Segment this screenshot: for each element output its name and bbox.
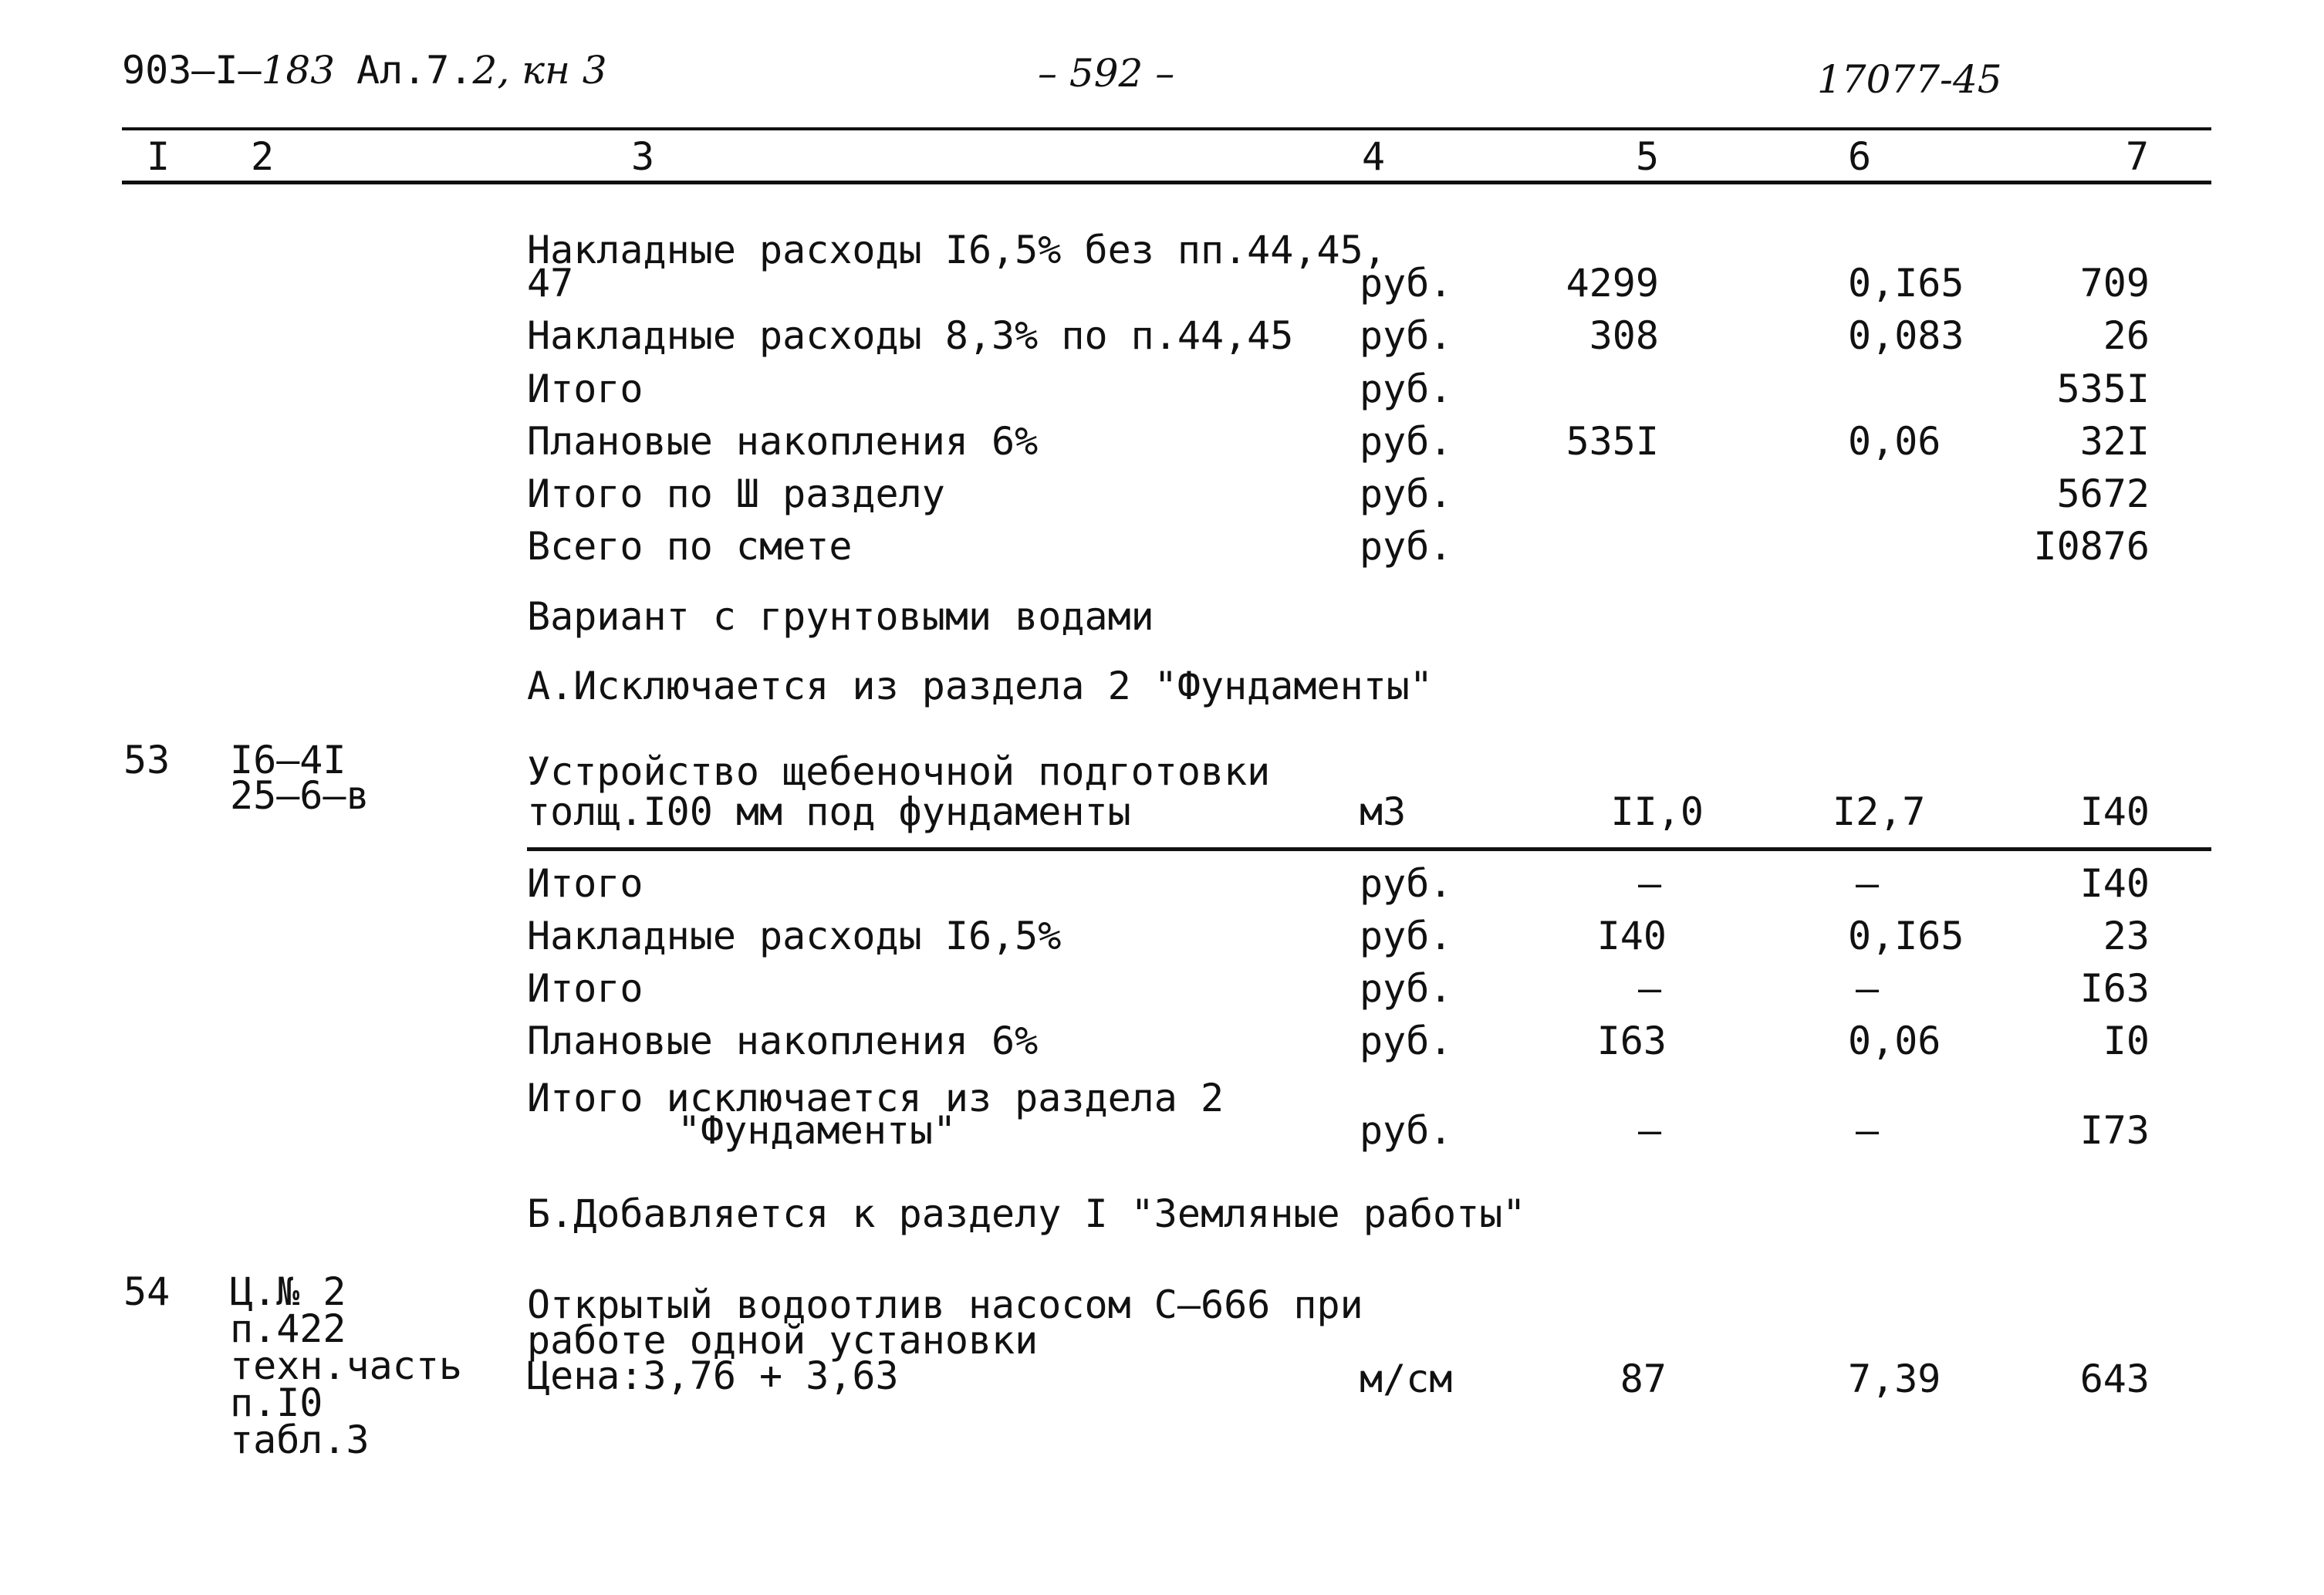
column-header-2: 2 [250, 134, 275, 179]
item-54-code-line4: п.I0 [230, 1380, 323, 1425]
section-a-subtotal-2-quantity: – [1637, 966, 1662, 1011]
row-planned-savings-total: 32I [2079, 419, 2150, 464]
row-section-total-total: 5672 [2056, 471, 2150, 516]
item-53-code-line2: 25–6–в [230, 773, 370, 818]
row-overhead-2-rate: 0,083 [1848, 313, 1964, 358]
section-a-planned-savings-quantity: I63 [1596, 1019, 1667, 1063]
row-subtotal-description: Итого [527, 367, 643, 411]
section-a-total-description-line1: Итого исключается из раздела 2 [527, 1076, 1224, 1120]
section-a-total-description-line2: "Фундаменты" [677, 1108, 957, 1153]
section-a-subtotal-2-total: I63 [2079, 966, 2150, 1011]
section-a-overhead-unit: руб. [1360, 914, 1453, 958]
row-grand-total-unit: руб. [1360, 524, 1453, 569]
row-overhead-2-total: 26 [2103, 313, 2150, 358]
document-code-printed: 903–I– [122, 48, 262, 93]
section-a-overhead-description: Накладные расходы I6,5% [527, 914, 1062, 958]
section-a-subtotal-description: Итого [527, 861, 643, 906]
page-number: – 592 – [1038, 51, 1175, 96]
row-overhead-description-line1: Накладные расходы I6,5% без пп.44,45, [527, 228, 1387, 272]
item-54-rate: 7,39 [1848, 1357, 1941, 1401]
item-54-total: 643 [2079, 1357, 2150, 1401]
item-54-code-line3: техн.часть [230, 1343, 463, 1388]
row-overhead-rate: 0,I65 [1848, 261, 1964, 306]
item-53-rate: I2,7 [1833, 789, 1926, 834]
column-header-4: 4 [1361, 134, 1386, 179]
column-header-1: I [146, 134, 171, 179]
item-53-quantity: II,0 [1610, 789, 1704, 834]
document-code [122, 49, 335, 91]
section-a-subtotal-total: I40 [2079, 861, 2150, 906]
column-header-5: 5 [1635, 134, 1660, 179]
section-a-planned-savings-unit: руб. [1360, 1019, 1453, 1063]
row-overhead-description-line2: 47 [527, 261, 574, 306]
album-reference-printed: Ал.7. [356, 48, 473, 93]
section-a-subtotal-2-description: Итого [527, 966, 643, 1011]
document-code-handwritten: 183 [261, 48, 336, 93]
item-54-code-line5: табл.3 [230, 1418, 370, 1462]
row-planned-savings-quantity: 535I [1566, 419, 1659, 464]
row-subtotal-unit: руб. [1360, 367, 1453, 411]
section-a-subtotal-rate: – [1855, 861, 1880, 906]
row-planned-savings-description: Плановые накопления 6% [527, 419, 1039, 464]
column-header-3: 3 [630, 134, 655, 179]
item-53-description-line1: Устройство щебеночной подготовки [527, 749, 1271, 794]
item-53-unit: м3 [1360, 789, 1407, 834]
section-a-subtotal-quantity: – [1637, 861, 1662, 906]
section-a-overhead-total: 23 [2103, 914, 2150, 958]
item-54-description-line2: работе одной установки [527, 1318, 1039, 1363]
row-section-total-description: Итого по Ш разделу [527, 471, 945, 516]
section-a-total-rate: – [1855, 1108, 1880, 1153]
row-subtotal-total: 535I [2056, 367, 2150, 411]
album-reference-handwritten: 2, кн 3 [472, 48, 607, 93]
section-a-heading: А.Исключается из раздела 2 "Фундаменты" [527, 664, 1433, 708]
variant-heading: Вариант с грунтовыми водами [527, 594, 1154, 639]
section-a-total-unit: руб. [1360, 1108, 1453, 1153]
row-overhead-2-unit: руб. [1360, 313, 1453, 358]
section-a-overhead-rate: 0,I65 [1848, 914, 1964, 958]
item-54-description-line1: Открытый водоотлив насосом С–666 при [527, 1282, 1363, 1327]
row-section-total-unit: руб. [1360, 471, 1453, 516]
section-a-planned-savings-total: I0 [2103, 1019, 2150, 1063]
column-header-6: 6 [1847, 134, 1872, 179]
row-grand-total-description: Всего по смете [527, 524, 853, 569]
section-a-overhead-quantity: I40 [1596, 914, 1667, 958]
item-53-number: 53 [123, 738, 171, 782]
section-a-subtotal-2-rate: – [1855, 966, 1880, 1011]
section-a-total-total: I73 [2079, 1108, 2150, 1153]
section-a-planned-savings-description: Плановые накопления 6% [527, 1019, 1039, 1063]
row-planned-savings-rate: 0,06 [1848, 419, 1941, 464]
item-54-quantity: 87 [1620, 1357, 1667, 1401]
column-header-7: 7 [2125, 134, 2150, 179]
item-53-code-line1: I6–4I [230, 738, 346, 782]
row-planned-savings-unit: руб. [1360, 419, 1453, 464]
section-a-subtotal-2-unit: руб. [1360, 966, 1453, 1011]
section-a-planned-savings-rate: 0,06 [1848, 1019, 1941, 1063]
row-overhead-unit: руб. [1360, 261, 1453, 306]
row-grand-total-total: I0876 [2033, 524, 2150, 569]
item-54-description-line3: Цена:3,76 + 3,63 [527, 1353, 899, 1398]
section-a-subtotal-unit: руб. [1360, 861, 1453, 906]
item-53-total: I40 [2079, 789, 2150, 834]
item-54-number: 54 [123, 1269, 171, 1314]
header-top-rule [122, 127, 2211, 130]
row-overhead-total: 709 [2079, 261, 2150, 306]
item-53-underline-rule [527, 847, 2211, 851]
item-54-code-line2: п.422 [230, 1306, 346, 1351]
registration-number: 17077-45 [1817, 57, 2002, 102]
row-overhead-quantity: 4299 [1566, 261, 1659, 306]
album-reference [356, 49, 607, 91]
item-53-description-line2: толщ.I00 мм под фундаменты [527, 789, 1131, 834]
header-bottom-rule [122, 181, 2211, 184]
row-overhead-2-description: Накладные расходы 8,3% по п.44,45 [527, 313, 1294, 358]
item-54-unit: м/см [1360, 1357, 1453, 1401]
row-overhead-2-quantity: 308 [1589, 313, 1659, 358]
item-54-code-line1: Ц.№ 2 [230, 1269, 346, 1314]
section-a-total-quantity: – [1637, 1108, 1662, 1153]
section-b-heading: Б.Добавляется к разделу I "Земляные работы" [527, 1191, 1526, 1236]
